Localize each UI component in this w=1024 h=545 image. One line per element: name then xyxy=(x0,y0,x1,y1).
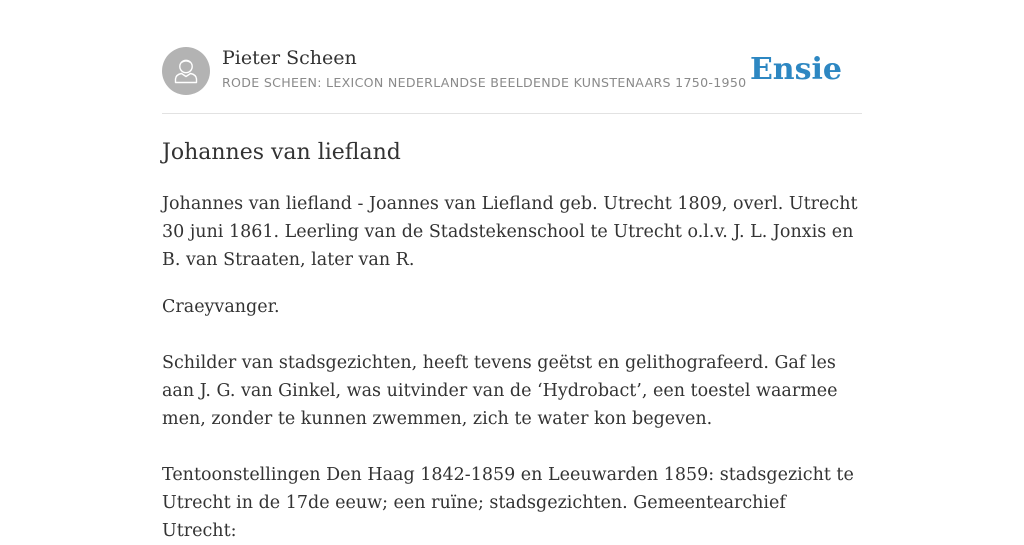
source-title[interactable]: RODE SCHEEN: LEXICON NEDERLANDSE BEELDENDE KUNSTENAARS 1750-1950 xyxy=(222,75,747,90)
article-paragraph: Schilder van stadsgezichten, heeft tevens geëtst en gelithografeerd. Gaf les aan J. G. van Ginkel, was uitvinder van de ‘Hydrobact’, een toestel waarmee men, zonder te kunnen zwemmen, zich te water kon begeven. xyxy=(162,353,838,429)
content-column xyxy=(162,0,862,541)
user-icon xyxy=(162,47,210,95)
author-name[interactable]: Pieter Scheen xyxy=(222,47,357,69)
author-avatar[interactable] xyxy=(162,47,210,95)
ensie-logo[interactable]: Ensie xyxy=(749,52,842,87)
article-paragraph: Johannes van liefland - Joannes van Liefland geb. Utrecht 1809, overl. Utrecht 30 juni 1861. Leerling van de Stadstekenschool te Utrecht o.l.v. J. L. Jonxis en B. van Straaten, later van R. xyxy=(162,194,858,270)
header xyxy=(162,0,862,114)
article-paragraph: Craeyvanger. xyxy=(162,297,280,317)
article-paragraph: Tentoonstellingen Den Haag 1842-1859 en Leeuwarden 1859: stadsgezicht te Utrecht in de 17de eeuw; een ruïne; stadsgezichten. Gemeentearchief Utrecht: xyxy=(162,465,854,541)
article-title: Johannes van liefland xyxy=(162,140,401,165)
